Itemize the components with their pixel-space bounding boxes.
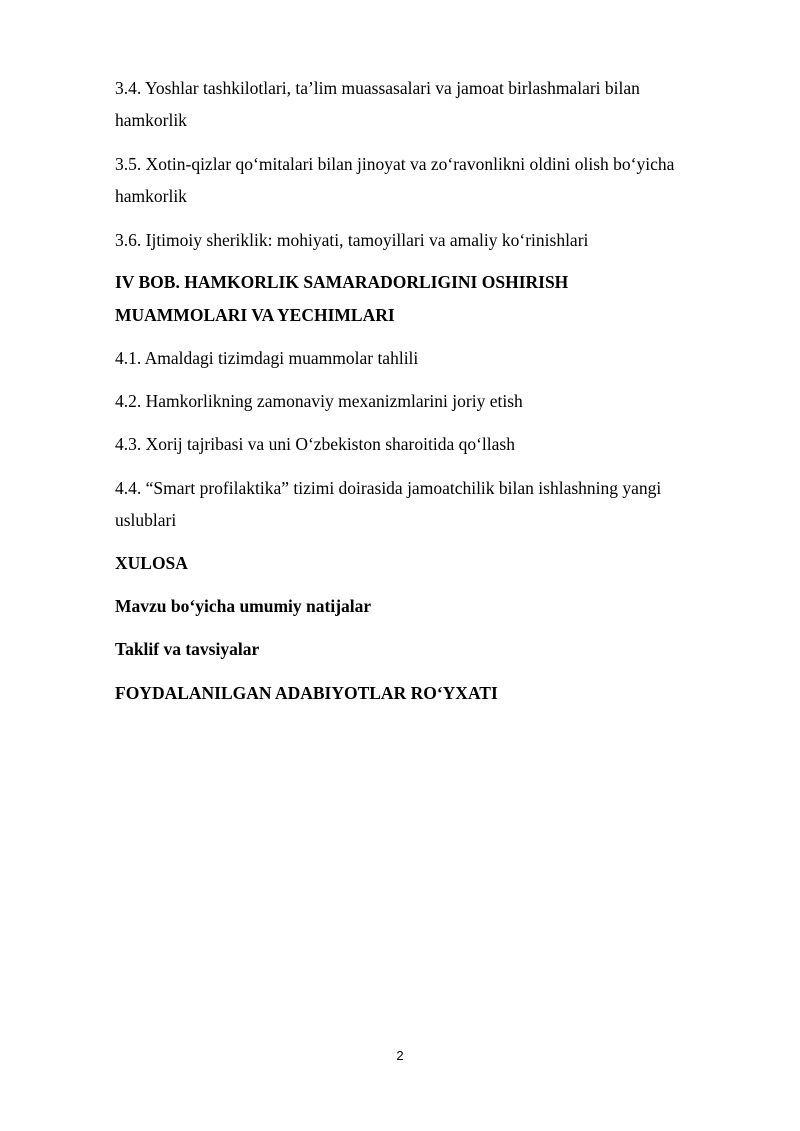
toc-item-4-4-line2: uslublari <box>115 510 177 530</box>
chapter-4-heading-line1: IV BOB. HAMKORLIK SAMARADORLIGINI OSHIRISH <box>115 272 569 292</box>
toc-item-3-5-line2: hamkorlik <box>115 186 187 206</box>
toc-item-4-1: 4.1. Amaldagi tizimdagi muammolar tahlili <box>115 348 419 368</box>
toc-item-3-4-line2: hamkorlik <box>115 110 187 130</box>
page-number: 2 <box>396 1048 404 1063</box>
chapter-4-heading-line2: MUAMMOLARI VA YECHIMLARI <box>115 305 395 325</box>
toc-item-4-3: 4.3. Xorij tajribasi va uni O‘zbekiston sharoitida qo‘llash <box>115 434 515 454</box>
toc-item-4-2: 4.2. Hamkorlikning zamonaviy mexanizmlarini joriy etish <box>115 391 523 411</box>
recommendations-heading: Taklif va tavsiyalar <box>115 639 260 659</box>
toc-item-3-4-line1: 3.4. Yoshlar tashkilotlari, ta’lim muassasalari va jamoat birlashmalari bilan <box>115 78 640 98</box>
toc-item-3-5-line1: 3.5. Xotin-qizlar qo‘mitalari bilan jinoyat va zo‘ravonlikni oldini olish bo‘yicha <box>115 154 675 174</box>
conclusion-heading: XULOSA <box>115 553 188 573</box>
conclusion-results-heading: Mavzu bo‘yicha umumiy natijalar <box>115 596 372 616</box>
toc-item-3-6: 3.6. Ijtimoiy sheriklik: mohiyati, tamoyillari va amaliy ko‘rinishlari <box>115 230 589 250</box>
references-heading: FOYDALANILGAN ADABIYOTLAR RO‘YXATI <box>115 683 498 703</box>
toc-item-4-4-line1: 4.4. “Smart profilaktika” tizimi doirasida jamoatchilik bilan ishlashning yangi <box>115 478 662 498</box>
